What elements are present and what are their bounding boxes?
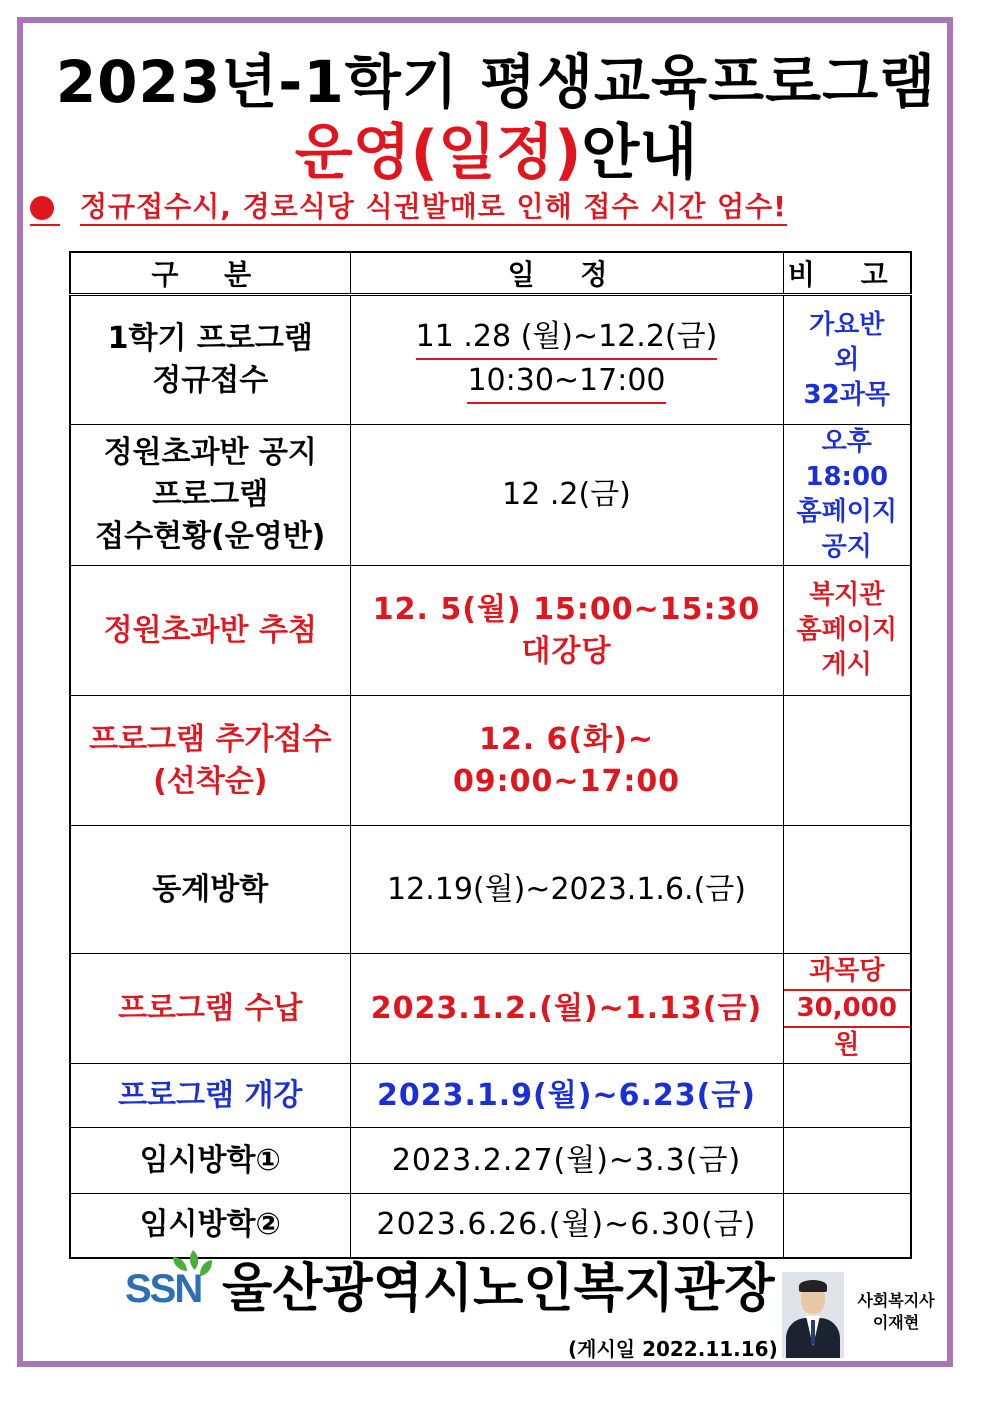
note-line: 공지 [821,532,872,562]
schedule-line: 대강당 [521,633,612,669]
cell-category [70,1064,350,1128]
staff-photo [782,1272,844,1358]
schedule-table [69,251,912,1259]
note-line: 원 [834,1030,860,1060]
cell-schedule [350,696,783,826]
note-line: 외 [834,344,860,375]
table-row [70,826,911,954]
category-line: 동계방학 [152,871,269,907]
schedule-line: 12. 6(화)~ [478,721,654,757]
cell-category [70,826,350,954]
subtitle-part-1: 운영( [294,118,439,188]
category-line: 프로그램 추가접수 [89,721,332,757]
schedule-line: 2023.1.2.(월)~1.13(금) [370,990,763,1026]
cell-category [70,566,350,696]
cell-schedule [350,295,783,425]
page-subtitle [0,117,992,189]
category-line: 접수현황(운영반) [95,519,326,554]
table-header-row [70,252,911,295]
note-line: 게시 [821,650,872,680]
category-line: 프로그램 수납 [118,990,303,1026]
cell-category [70,1128,350,1194]
subtitle-part-4: 안내 [581,118,698,188]
schedule-line: 11 .28 (월)~12.2(금) [416,316,718,360]
cell-note [783,566,911,696]
table-row [70,954,911,1064]
cell-schedule [350,425,783,566]
cell-category [70,425,350,566]
table-row [70,566,911,696]
cell-note [783,295,911,425]
cell-note [783,826,911,954]
cell-category [70,954,350,1064]
cell-schedule [350,954,783,1064]
schedule-line: 2023.6.26.(월)~6.30(금) [376,1207,757,1243]
notice-banner [30,191,930,227]
header-schedule: 일 정 [350,252,783,295]
cell-schedule [350,1128,783,1194]
category-line: 임시방학① [139,1142,281,1178]
cell-schedule [350,1194,783,1258]
category-line: 프로그램 개강 [118,1077,303,1113]
posted-date: (게시일 2022.11.16) [568,1337,778,1361]
schedule-line: 2023.2.27(월)~3.3(금) [391,1142,742,1178]
header-note: 비 고 [783,252,911,295]
note-line: 홈페이지 [796,615,897,645]
logo-text: SSN [125,1267,202,1311]
category-line: 정원초과반 추첨 [103,612,317,648]
category-line: (선착순) [153,763,268,799]
note-line: 홈페이지 [796,497,897,527]
photo-tie [811,1320,815,1344]
ssn-logo [125,1257,220,1317]
cell-note [783,425,911,566]
header-category: 구 분 [70,252,350,295]
category-line: 정규접수 [152,363,269,398]
schedule-line: 09:00~17:00 [452,763,681,799]
staff-caption [846,1290,946,1334]
table-row [70,1194,911,1258]
subtitle-part-2: 일정 [438,118,554,188]
photo-hair [799,1280,827,1292]
table-row [70,1064,911,1128]
note-line: 가요반 [809,309,885,340]
red-dot-icon [30,196,54,220]
category-line: 임시방학② [139,1207,281,1243]
subtitle-part-3: ) [553,118,582,188]
schedule-line: 2023.1.9(월)~6.23(금) [377,1077,756,1113]
table-row [70,696,911,826]
staff-name: 이재현 [872,1313,920,1332]
schedule-line: 12. 5(월) 15:00~15:30 [372,591,761,627]
cell-category [70,295,350,425]
cell-schedule [350,1064,783,1128]
note-line: 복지관 [809,580,885,610]
category-line: 정원초과반 공지 [103,435,317,470]
table-row [70,425,911,566]
cell-note [783,696,911,826]
table-row [70,1128,911,1194]
cell-schedule [350,826,783,954]
schedule-line: 12.19(월)~2023.1.6.(금) [387,871,746,907]
divider [30,224,60,226]
table-row [70,295,911,425]
cell-note [783,954,911,1064]
staff-title: 사회복지사 [857,1291,935,1310]
category-line: 프로그램 [152,477,269,512]
page-title: 2023년-1학기 평생교육프로그램 [55,48,937,116]
cell-note [783,1128,911,1194]
cell-note [783,1064,911,1128]
cell-category [70,696,350,826]
schedule-line: 12 .2(금) [502,477,631,512]
category-line: 1학기 프로그램 [107,321,313,356]
schedule-line: 10:30~17:00 [467,360,665,404]
cell-category [70,1194,350,1258]
note-line: 오후 [821,427,872,457]
organization-name: 울산광역시노인복지관장 [222,1259,775,1319]
note-line: 32과목 [803,379,890,410]
note-line: 과목당 [784,954,911,991]
note-line: 18:00 [805,462,889,492]
cell-schedule [350,566,783,696]
notice-text: 정규접수시, 경로식당 식권발매로 인해 접수 시간 엄수! [80,191,787,226]
cell-note [783,1194,911,1258]
note-line: 30,000 [784,991,911,1028]
